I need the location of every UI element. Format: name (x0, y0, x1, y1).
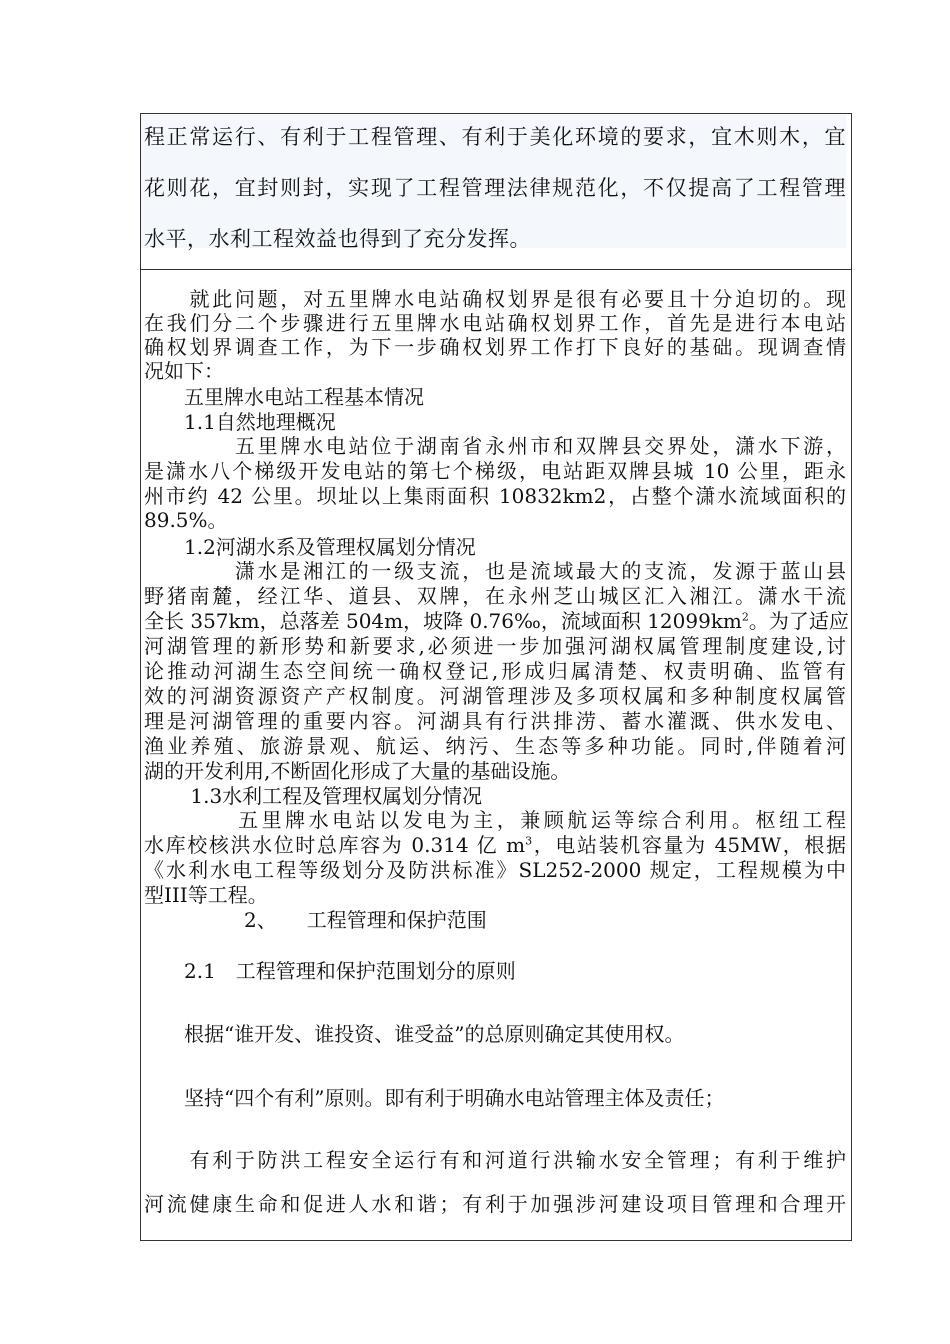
superscript: 3 (525, 834, 533, 848)
paragraph-line: 花则花，宜封则封，实现了工程管理法律规范化，不仅提高了工程管理 (144, 176, 846, 200)
paragraph-line: 程正常运行、有利于工程管理、有利于美化环境的要求，宜木则木，宜 (144, 125, 846, 149)
subsection-heading: 1.3水利工程及管理权属划分情况 (144, 784, 483, 808)
section-title: 五里牌水电站工程基本情况 (144, 385, 424, 409)
paragraph-line: 州市约 42 公里。坝址以上集雨面积 10832km2，占整个潇水流域面积的 (144, 484, 846, 508)
line-part: ，电站装机容量为 45MW，根据 (532, 833, 847, 857)
paragraph-line: 河流健康生命和促进人水和谐；有利于加强涉河建设项目管理和合理开 (144, 1192, 846, 1216)
paragraph-line: 渔业养殖、旅游景观、航运、纳污、生态等多种功能。同时,伴随着河 (144, 734, 846, 758)
paragraph-line: 坚持“四个有利”原则。即有利于明确水电站管理主体及责任； (144, 1086, 725, 1110)
section-title: 2、 工程管理和保护范围 (144, 908, 487, 932)
line-part: 。为了适应 (748, 609, 849, 633)
paragraph-line: 型III等工程。 (144, 883, 268, 907)
row-divider (140, 269, 852, 270)
paragraph-line: 就此问题，对五里牌水电站确权划界是很有必要且十分迫切的。现 (144, 287, 846, 311)
line-part: 水库校核洪水位时总库容为 0.314 亿 m (144, 833, 526, 857)
paragraph-line: 根据“谁开发、谁投资、谁受益”的总原则确定其使用权。 (144, 1022, 685, 1046)
paragraph-line: 理是河湖管理的重要内容。河湖具有行洪排涝、蓄水灌溉、供水发电、 (144, 709, 846, 733)
subsection-heading: 1.1自然地理概况 (144, 410, 336, 434)
paragraph-line: 况如下： (144, 359, 224, 383)
subsection-heading: 1.2河湖水系及管理权属划分情况 (144, 535, 476, 559)
paragraph-line: 五里牌水电站以发电为主，兼顾航运等综合利用。枢纽工程 (144, 808, 846, 832)
paragraph-line: 野猪南麓，经江华、道县、双牌，在永州芝山城区汇入湘江。潇水干流 (144, 584, 846, 608)
paragraph-line: 湖的开发利用,不断固化形成了大量的基础设施。 (144, 759, 571, 783)
paragraph-line (144, 833, 846, 857)
paragraph-line: 论推动河湖生态空间统一确权登记,形成归属清楚、权责明确、监管有 (144, 659, 846, 683)
paragraph-line: 确权划界调查工作，为下一步确权划界工作打下良好的基础。现调查情 (144, 335, 846, 359)
paragraph-line: 89.5%。 (144, 508, 228, 532)
subsection-heading: 2.1 工程管理和保护范围划分的原则 (144, 959, 516, 983)
paragraph-line: 有利于防洪工程安全运行有和河道行洪输水安全管理；有利于维护 (144, 1148, 846, 1172)
paragraph-line (144, 609, 849, 633)
paragraph-line: 潇水是湘江的一级支流，也是流域最大的支流，发源于蓝山县 (144, 559, 846, 583)
paragraph-line: 《水利水电工程等级划分及防洪标准》SL252-2000 规定，工程规模为中 (144, 858, 846, 882)
paragraph-line: 水平，水利工程效益也得到了充分发挥。 (144, 227, 531, 251)
paragraph-line: 在我们分二个步骤进行五里牌水电站确权划界工作，首先是进行本电站 (144, 311, 846, 335)
paragraph-line: 效的河湖资源资产产权制度。河湖管理涉及多项权属和多种制度权属管 (144, 684, 846, 708)
paragraph-line: 是潇水八个梯级开发电站的第七个梯级，电站距双牌县城 10 公里，距永 (144, 459, 846, 483)
paragraph-line: 五里牌水电站位于湖南省永州市和双牌县交界处，潇水下游， (144, 434, 846, 458)
superscript: 2 (741, 610, 749, 624)
line-part: 全长 357km，总落差 504m，坡降 0.76‰，流域面积 12099km (144, 609, 742, 633)
paragraph-line: 河湖管理的新形势和新要求,必须进一步加强河湖权属管理制度建设,讨 (144, 634, 846, 658)
